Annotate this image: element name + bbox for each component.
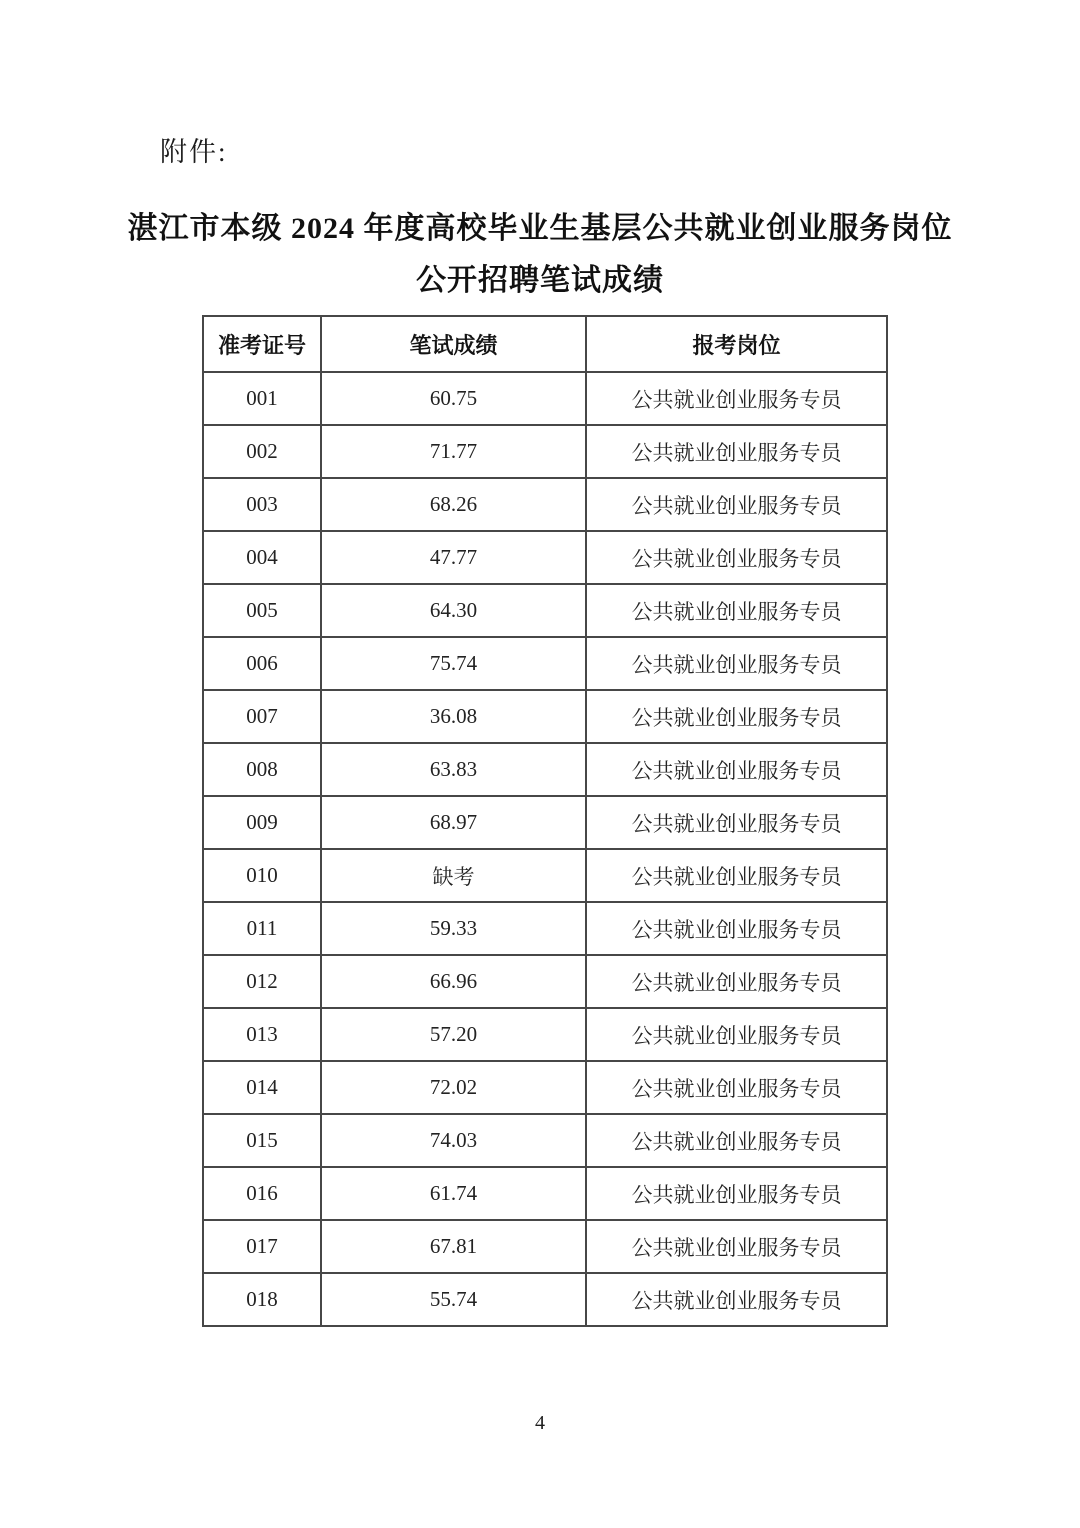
table-row	[203, 425, 887, 478]
document-title	[0, 203, 1080, 307]
applied-position-cell: 公共就业创业服务专员	[586, 849, 887, 902]
applied-position-cell: 公共就业创业服务专员	[586, 743, 887, 796]
applied-position-cell: 公共就业创业服务专员	[586, 1220, 887, 1273]
applied-position-cell: 公共就业创业服务专员	[586, 1167, 887, 1220]
written-score-cell: 61.74	[321, 1167, 586, 1220]
applied-position-cell: 公共就业创业服务专员	[586, 1273, 887, 1326]
table-row	[203, 849, 887, 902]
candidate-id-cell: 009	[203, 796, 321, 849]
applied-position-cell: 公共就业创业服务专员	[586, 955, 887, 1008]
candidate-id-cell: 016	[203, 1167, 321, 1220]
candidate-id-cell: 002	[203, 425, 321, 478]
table-row	[203, 478, 887, 531]
written-score-cell: 55.74	[321, 1273, 586, 1326]
attachment-label: 附件:	[160, 137, 228, 167]
table-row	[203, 690, 887, 743]
candidate-id-cell: 007	[203, 690, 321, 743]
candidate-id-cell: 005	[203, 584, 321, 637]
applied-position-cell: 公共就业创业服务专员	[586, 531, 887, 584]
page-number: 4	[535, 1412, 545, 1434]
written-score-cell: 71.77	[321, 425, 586, 478]
table-row	[203, 796, 887, 849]
candidate-id-cell: 014	[203, 1061, 321, 1114]
table-row	[203, 637, 887, 690]
table-row	[203, 1008, 887, 1061]
applied-position-cell: 公共就业创业服务专员	[586, 1061, 887, 1114]
score-table	[202, 315, 888, 1327]
written-score-cell: 72.02	[321, 1061, 586, 1114]
written-score-cell: 60.75	[321, 372, 586, 425]
document-title-line2: 公开招聘笔试成绩	[416, 264, 664, 297]
table-row	[203, 372, 887, 425]
table-row	[203, 1167, 887, 1220]
written-score-cell: 75.74	[321, 637, 586, 690]
written-score-cell: 59.33	[321, 902, 586, 955]
table-row	[203, 1273, 887, 1326]
column-header-applied-position: 报考岗位	[586, 316, 887, 372]
candidate-id-cell: 006	[203, 637, 321, 690]
candidate-id-cell: 010	[203, 849, 321, 902]
candidate-id-cell: 017	[203, 1220, 321, 1273]
applied-position-cell: 公共就业创业服务专员	[586, 690, 887, 743]
written-score-cell: 64.30	[321, 584, 586, 637]
applied-position-cell: 公共就业创业服务专员	[586, 478, 887, 531]
written-score-cell: 68.26	[321, 478, 586, 531]
candidate-id-cell: 013	[203, 1008, 321, 1061]
candidate-id-cell: 015	[203, 1114, 321, 1167]
candidate-id-cell: 011	[203, 902, 321, 955]
written-score-cell: 67.81	[321, 1220, 586, 1273]
table-row	[203, 584, 887, 637]
candidate-id-cell: 012	[203, 955, 321, 1008]
table-row	[203, 902, 887, 955]
column-header-candidate-id: 准考证号	[203, 316, 321, 372]
candidate-id-cell: 008	[203, 743, 321, 796]
applied-position-cell: 公共就业创业服务专员	[586, 796, 887, 849]
candidate-id-cell: 004	[203, 531, 321, 584]
applied-position-cell: 公共就业创业服务专员	[586, 637, 887, 690]
table-row	[203, 955, 887, 1008]
table-row	[203, 1061, 887, 1114]
table-row	[203, 1114, 887, 1167]
table-header-row	[203, 316, 887, 372]
written-score-cell: 68.97	[321, 796, 586, 849]
applied-position-cell: 公共就业创业服务专员	[586, 584, 887, 637]
document-title-line1: 湛江市本级 2024 年度高校毕业生基层公共就业创业服务岗位	[127, 212, 953, 245]
table-row	[203, 1220, 887, 1273]
applied-position-cell: 公共就业创业服务专员	[586, 902, 887, 955]
written-score-cell: 缺考	[321, 849, 586, 902]
candidate-id-cell: 018	[203, 1273, 321, 1326]
applied-position-cell: 公共就业创业服务专员	[586, 1114, 887, 1167]
applied-position-cell: 公共就业创业服务专员	[586, 425, 887, 478]
column-header-written-score: 笔试成绩	[321, 316, 586, 372]
table-row	[203, 531, 887, 584]
written-score-cell: 63.83	[321, 743, 586, 796]
candidate-id-cell: 003	[203, 478, 321, 531]
table-row	[203, 743, 887, 796]
applied-position-cell: 公共就业创业服务专员	[586, 1008, 887, 1061]
written-score-cell: 74.03	[321, 1114, 586, 1167]
written-score-cell: 66.96	[321, 955, 586, 1008]
written-score-cell: 47.77	[321, 531, 586, 584]
written-score-cell: 36.08	[321, 690, 586, 743]
written-score-cell: 57.20	[321, 1008, 586, 1061]
candidate-id-cell: 001	[203, 372, 321, 425]
applied-position-cell: 公共就业创业服务专员	[586, 372, 887, 425]
